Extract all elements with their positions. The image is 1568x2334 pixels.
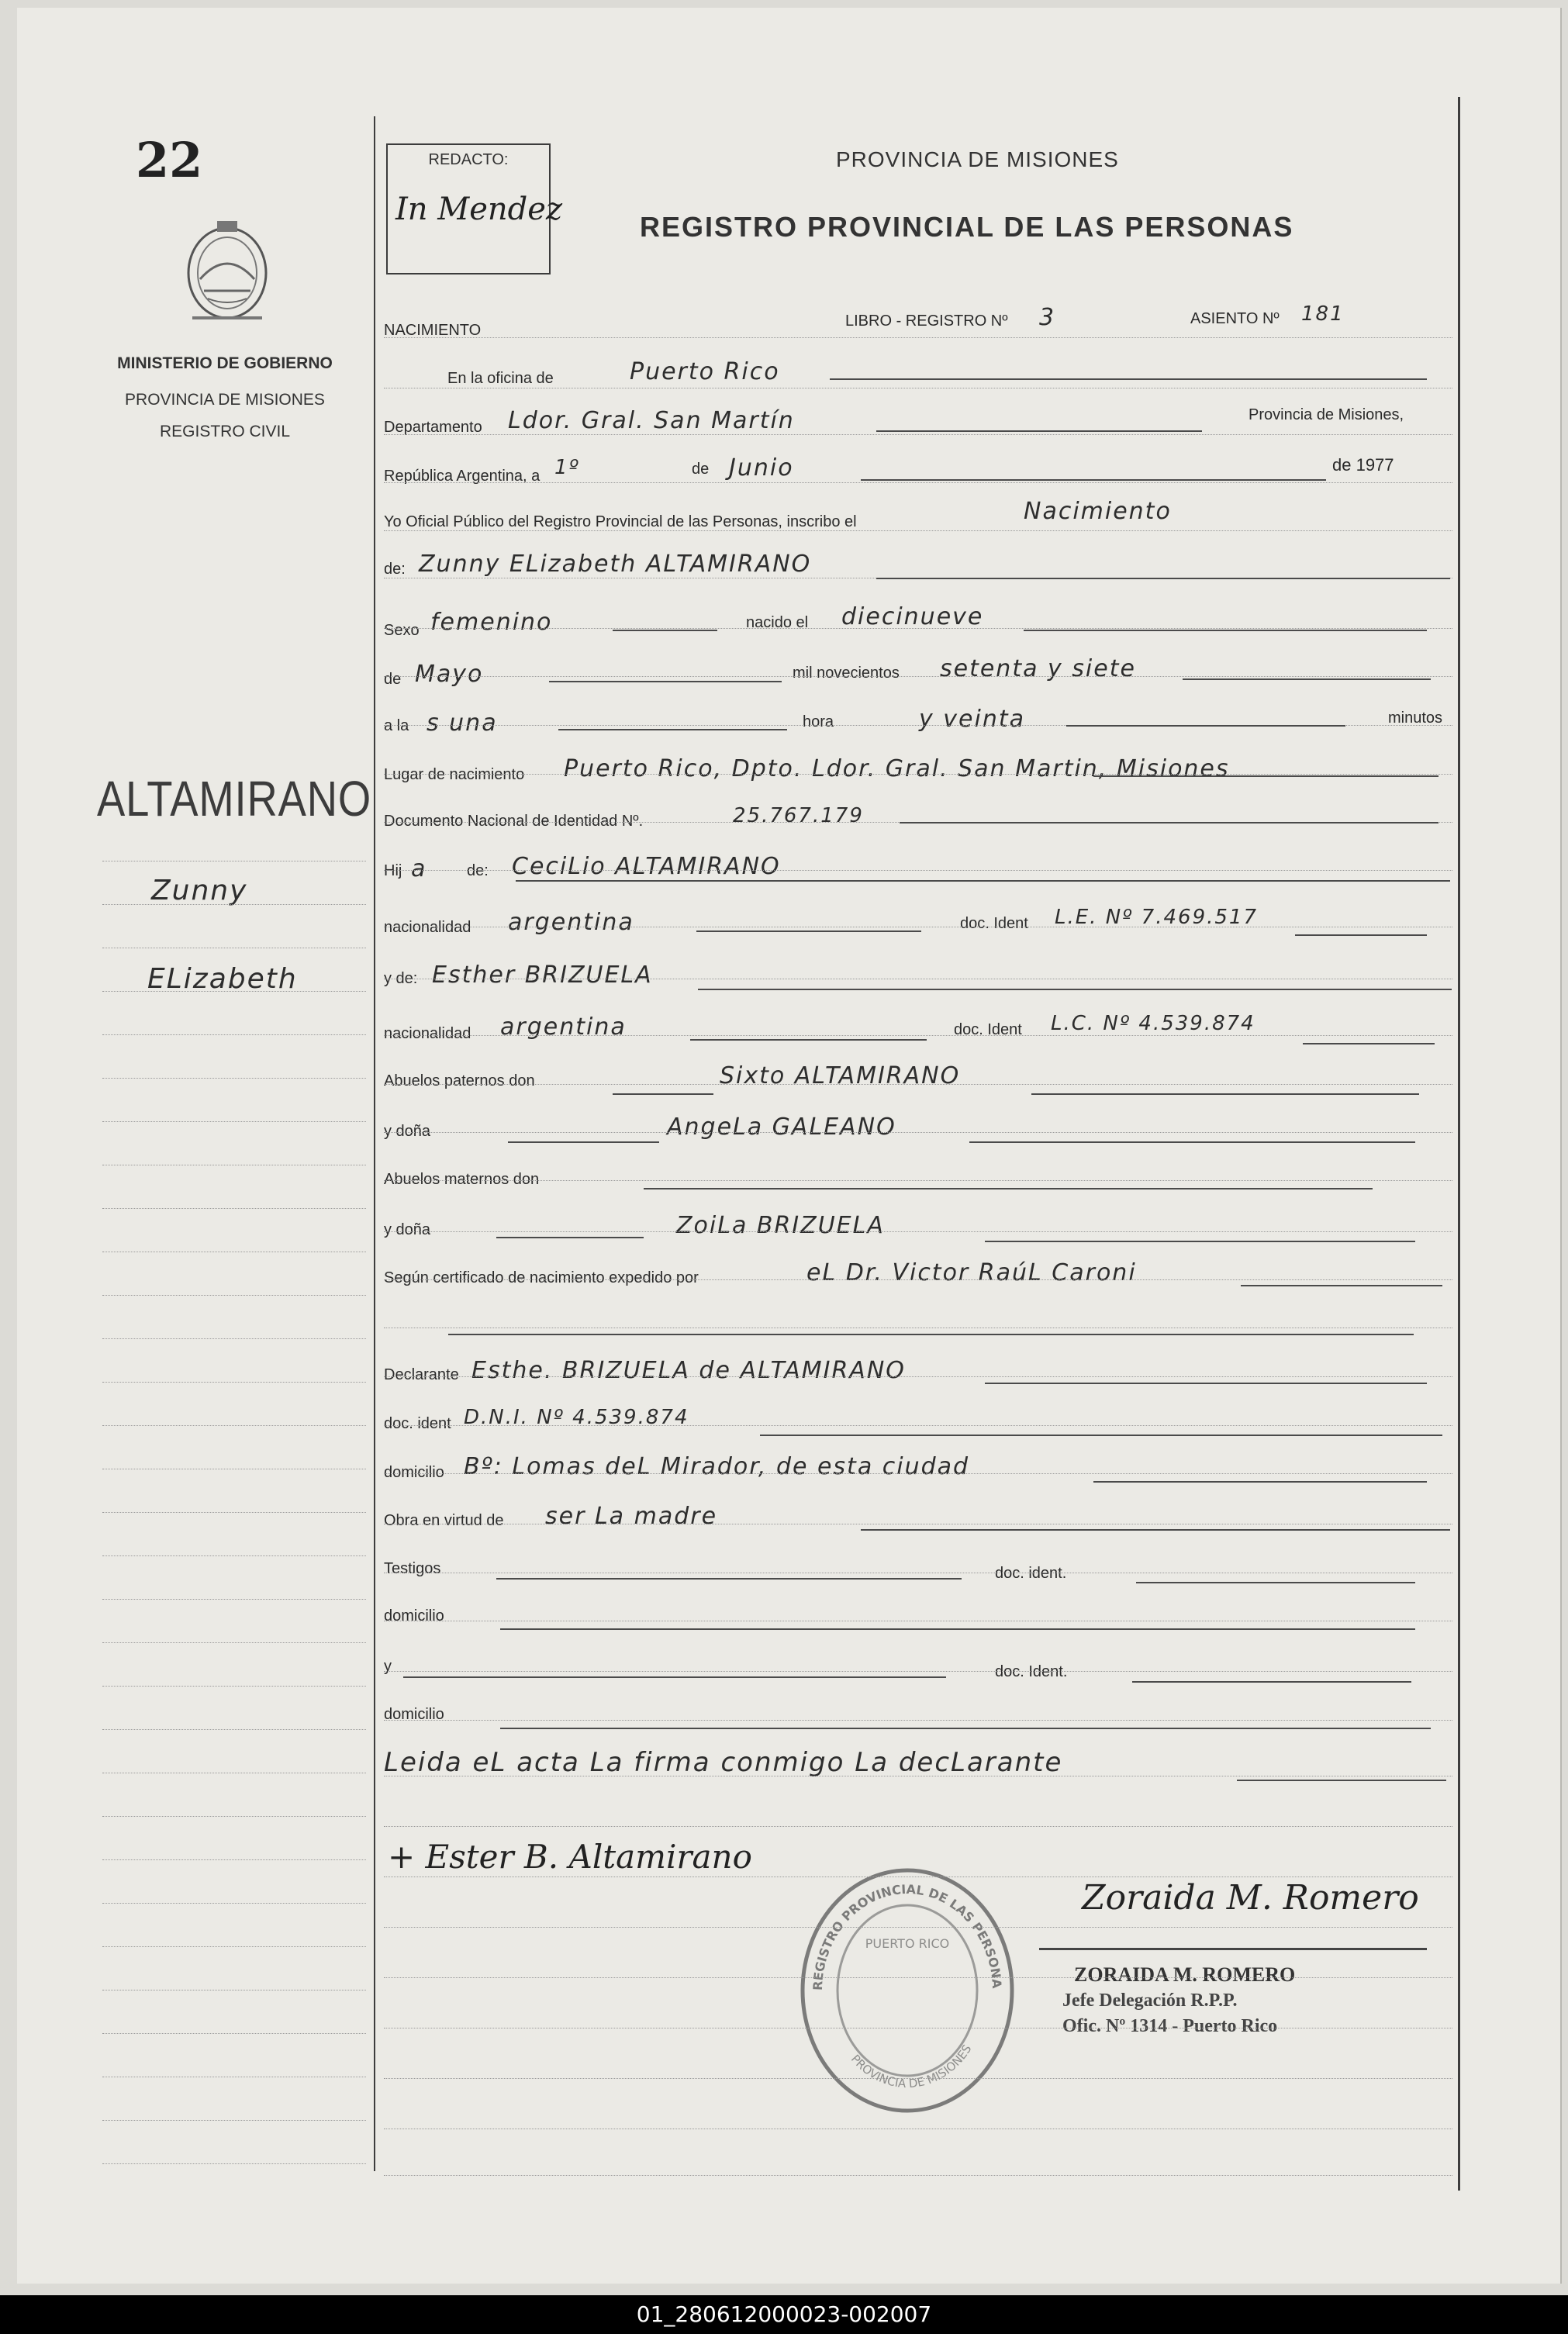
libro-value: 3 [1039, 304, 1056, 331]
abuela-materna-value: ZoiLa BRIZUELA [676, 1212, 885, 1239]
y-de-label: y de: [384, 970, 418, 987]
form-rule [384, 434, 1452, 435]
de-person-label: de: [384, 561, 406, 578]
dni-value: 25.767.179 [733, 804, 864, 827]
domicilio-label-1: domicilio [384, 1464, 444, 1481]
margin-rule [102, 1338, 366, 1339]
republica-label: República Argentina, a [384, 468, 541, 485]
dni-label: Documento Nacional de Identidad Nº. [384, 813, 644, 830]
fill-line [644, 1188, 1373, 1189]
right-border-line [1458, 97, 1460, 2191]
form-rule [384, 1231, 1452, 1232]
nacido-value: diecinueve [841, 603, 984, 630]
fill-line [613, 630, 717, 631]
person-value: Zunny ELizabeth ALTAMIRANO [419, 551, 812, 578]
nacionalidad-value-2: argentina [500, 1013, 627, 1041]
fill-line [830, 378, 1427, 380]
margin-rule [102, 1859, 366, 1860]
fill-line [985, 1383, 1427, 1384]
registry-title: REGISTRO PROVINCIAL DE LAS PERSONAS [640, 211, 1294, 243]
doc-ident-label-1: doc. Ident [960, 915, 1028, 932]
fill-line [613, 1093, 713, 1095]
margin-rule [102, 904, 366, 905]
fill-line [900, 822, 1438, 823]
minutes-value: y veinta [919, 706, 1025, 733]
declarante-label: Declarante [384, 1366, 459, 1383]
margin-rule [102, 1382, 366, 1383]
declarante-value: Esthe. BRIZUELA de ALTAMIRANO [471, 1357, 906, 1384]
fill-line [549, 681, 782, 682]
coat-of-arms-icon [177, 217, 278, 333]
birth-month-value: Mayo [415, 661, 484, 688]
hijo-label: Hij [384, 862, 402, 879]
margin-rule [102, 1599, 366, 1600]
margin-rule [102, 2033, 366, 2034]
form-rule [384, 1927, 1452, 1928]
form-rule [384, 1671, 1452, 1672]
fill-line [1136, 1582, 1415, 1583]
redacto-box [386, 143, 563, 274]
oficina-label: En la oficina de [447, 370, 554, 387]
fill-line [1295, 934, 1427, 936]
seal-inner-text: PUERTO RICO [865, 1936, 950, 1951]
margin-rule [102, 1425, 366, 1426]
fill-line [861, 479, 1326, 481]
fill-line [1303, 1043, 1435, 1044]
province-title: PROVINCIA DE MISIONES [836, 147, 1119, 171]
fill-line [861, 1529, 1450, 1531]
margin-rule [102, 1512, 366, 1513]
ministry-label: MINISTERIO DE GOBIERNO [117, 354, 333, 372]
form-rule [384, 676, 1452, 677]
margin-rule [102, 1946, 366, 1947]
stamp-office: Ofic. Nº 1314 - Puerto Rico [1062, 2016, 1278, 2036]
lugar-label: Lugar de nacimiento [384, 766, 525, 783]
doc-ident-value-1: L.E. Nº 7.469.517 [1055, 906, 1258, 929]
fill-line [558, 729, 787, 730]
margin-name-1: Zunny [151, 875, 248, 906]
domicilio-label-2: domicilio [384, 1607, 444, 1624]
form-rule [384, 1826, 1452, 1827]
doc-ident-label-3: doc. ident [384, 1415, 451, 1432]
fill-line [1132, 1681, 1411, 1683]
svg-text:PROVINCIA DE MISIONES [848, 2042, 975, 2091]
y-label: y [384, 1658, 392, 1675]
fill-line [876, 578, 1450, 579]
inscribo-value: Nacimiento [1024, 498, 1172, 525]
doc-ident-label-2: doc. Ident [954, 1021, 1022, 1038]
page-number: 22 [136, 132, 203, 188]
fill-line [500, 1628, 1415, 1630]
day-value: 1º [554, 456, 580, 479]
fill-line [1031, 1093, 1419, 1095]
mother-value: Esther BRIZUELA [432, 962, 653, 989]
nacionalidad-label-2: nacionalidad [384, 1025, 471, 1042]
nacionalidad-label-1: nacionalidad [384, 919, 471, 936]
month-value: Junio [729, 454, 794, 482]
fill-line [516, 880, 1450, 882]
fill-line [698, 989, 1452, 990]
doc-ident-label-4: doc. ident. [995, 1565, 1067, 1582]
margin-rule [102, 991, 366, 992]
form-rule [384, 2078, 1452, 2079]
margin-rule [102, 1686, 366, 1687]
stamp-name: ZORAIDA M. ROMERO [1074, 1963, 1296, 1986]
signature-underline [1039, 1948, 1427, 1950]
testigos-label: Testigos [384, 1560, 441, 1577]
form-rule [384, 774, 1452, 775]
hijo-value: a [411, 855, 427, 882]
margin-rule [102, 1816, 366, 1817]
form-rule [384, 1977, 1452, 1978]
form-rule [384, 1035, 1452, 1036]
abuelos-paternos-label: Abuelos paternos don [384, 1072, 535, 1089]
archive-code: 01_280612000023-002007 [636, 2301, 932, 2327]
form-rule [384, 628, 1452, 629]
form-rule [384, 1473, 1452, 1474]
margin-rule [102, 1729, 366, 1730]
record-type-label: NACIMIENTO [384, 322, 482, 339]
nacionalidad-value-1: argentina [508, 909, 634, 936]
official-seal [791, 1863, 1024, 2118]
libro-label: LIBRO - REGISTRO Nº [845, 312, 1008, 330]
fill-line [969, 1141, 1415, 1143]
a-la-value: s una [427, 710, 498, 737]
redacto-signature: In Mendez [395, 192, 563, 227]
margin-rule [102, 1078, 366, 1079]
domicilio-value: Bº: Lomas deL Mirador, de esta ciudad [464, 1453, 970, 1480]
y-dona-label-2: y doña [384, 1221, 431, 1238]
fill-line [1066, 725, 1345, 727]
fill-line [985, 1241, 1415, 1242]
form-rule [384, 337, 1452, 338]
abuelos-maternos-label: Abuelos maternos don [384, 1171, 540, 1188]
fill-line [696, 930, 921, 932]
minutos-label: minutos [1388, 710, 1443, 727]
provincia-label: Provincia de Misiones, [1249, 406, 1404, 423]
sexo-label: Sexo [384, 622, 420, 639]
segun-value: eL Dr. Victor RaúL Caroni [806, 1259, 1137, 1286]
form-rule [384, 1132, 1452, 1133]
asiento-label: ASIENTO Nº [1190, 310, 1280, 327]
departamento-label: Departamento [384, 419, 482, 436]
margin-rule [102, 2163, 366, 2164]
margin-rule [102, 1642, 366, 1643]
margin-rule [102, 1208, 366, 1209]
margin-rule [102, 1903, 366, 1904]
oficina-value: Puerto Rico [630, 358, 780, 385]
lugar-value: Puerto Rico, Dpto. Ldor. Gral. San Martin, Misiones [564, 755, 1230, 782]
fill-line [690, 1039, 927, 1041]
fill-line [500, 1728, 1431, 1729]
fill-line [496, 1237, 644, 1238]
form-rule [384, 870, 1452, 871]
form-rule [384, 1376, 1452, 1377]
margin-rule [102, 1121, 366, 1122]
fill-line [1183, 678, 1431, 680]
a-la-label: a la [384, 717, 409, 734]
registry-label: REGISTRO CIVIL [159, 423, 291, 440]
margin-rule [102, 2120, 366, 2121]
form-rule [384, 1425, 1452, 1426]
doc-ident-value-3: D.N.I. Nº 4.539.874 [464, 1406, 689, 1429]
margin-surname: ALTAMIRANO [97, 771, 372, 827]
margin-name-2: ELizabeth [147, 963, 298, 995]
obra-value: ser La madre [545, 1503, 718, 1530]
fill-line [760, 1435, 1442, 1436]
registrar-signature: Zoraida M. Romero [1082, 1878, 1419, 1918]
de-label: de [692, 461, 710, 478]
form-rule [384, 2175, 1452, 2176]
document-page [17, 8, 1562, 2284]
fill-line [1093, 775, 1438, 777]
margin-divider [374, 116, 375, 2171]
form-rule [384, 1180, 1452, 1181]
leida-value: Leida eL acta La firma conmigo La decLarante [384, 1747, 1063, 1778]
margin-rule [102, 1555, 366, 1556]
form-rule [384, 530, 1452, 531]
fill-line [403, 1676, 946, 1678]
fill-line [876, 430, 1202, 432]
form-rule [384, 482, 1452, 483]
mil-label: mil novecientos [793, 665, 900, 682]
declarant-signature: + Ester B. Altamirano [388, 1838, 752, 1876]
de-father-label: de: [467, 862, 489, 879]
seal-bottom-text: PROVINCIA DE MISIONES [848, 2042, 975, 2091]
father-value: CeciLio ALTAMIRANO [512, 853, 781, 880]
obra-label: Obra en virtud de [384, 1512, 504, 1529]
doc-ident-value-2: L.C. Nº 4.539.874 [1051, 1012, 1255, 1035]
margin-rule [102, 1034, 366, 1035]
fill-line [1237, 1780, 1446, 1781]
fill-line [508, 1141, 659, 1143]
domicilio-label-3: domicilio [384, 1706, 444, 1723]
margin-rule [102, 1295, 366, 1296]
form-rule [384, 1720, 1452, 1721]
form-rule [384, 1279, 1452, 1280]
form-rule [384, 1084, 1452, 1085]
sexo-value: femenino [430, 609, 553, 636]
abuelo-paterno-value: Sixto ALTAMIRANO [720, 1062, 961, 1089]
doc-ident-label-5: doc. Ident. [995, 1663, 1068, 1680]
fill-line [448, 1334, 1414, 1335]
stamp-title: Jefe Delegación R.P.P. [1062, 1990, 1238, 2011]
inscribo-label: Yo Oficial Público del Registro Provincial de las Personas, inscribo el [384, 513, 857, 530]
departamento-value: Ldor. Gral. San Martín [508, 407, 795, 434]
year-label: de 1977 [1332, 455, 1394, 475]
seal-text: REGISTRO PROVINCIAL DE LAS PERSONA [810, 1881, 1005, 1991]
fill-line [496, 1578, 962, 1580]
province-label: PROVINCIA DE MISIONES [125, 391, 325, 409]
mil-value: setenta y siete [940, 655, 1136, 682]
redacto-label: REDACTO: [428, 151, 509, 168]
abuela-paterna-value: AngeLa GALEANO [667, 1113, 896, 1141]
archive-footer [0, 2295, 1568, 2334]
nacido-label: nacido el [746, 614, 809, 631]
de-month-label: de [384, 671, 402, 688]
hora-label: hora [803, 713, 834, 730]
segun-label: Según certificado de nacimiento expedido por [384, 1269, 699, 1286]
asiento-value: 181 [1301, 302, 1345, 326]
fill-line [1241, 1285, 1442, 1286]
fill-line [1093, 1481, 1427, 1483]
fill-line [1024, 630, 1427, 631]
y-dona-label-1: y doña [384, 1123, 431, 1140]
